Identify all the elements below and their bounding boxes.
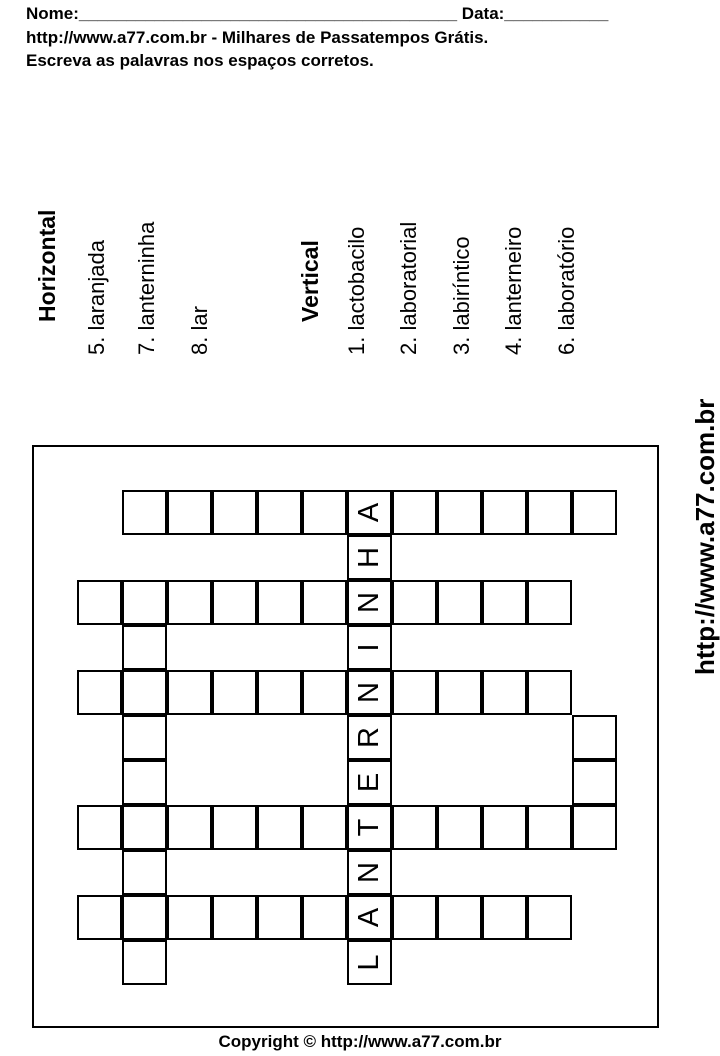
crossword-cell[interactable] xyxy=(302,580,347,625)
crossword-cell[interactable] xyxy=(527,895,572,940)
crossword-cell[interactable] xyxy=(212,670,257,715)
crossword-cell[interactable] xyxy=(482,490,527,535)
crossword-cell[interactable] xyxy=(437,805,482,850)
crossword-cell[interactable] xyxy=(122,895,167,940)
crossword-cell[interactable] xyxy=(167,805,212,850)
crossword-cell[interactable] xyxy=(392,805,437,850)
crossword-cell[interactable] xyxy=(212,895,257,940)
crossword-cell[interactable] xyxy=(77,895,122,940)
crossword-cell[interactable] xyxy=(572,715,617,760)
clue-item: 4. lanterneiro xyxy=(501,226,526,355)
crossword-cell[interactable] xyxy=(167,580,212,625)
clue-item: 1. lactobacilo xyxy=(344,226,369,355)
crossword-cell[interactable] xyxy=(482,895,527,940)
clue-item: 5. laranjada xyxy=(84,240,109,355)
crossword-cell[interactable] xyxy=(122,940,167,985)
site-tagline: http://www.a77.com.br - Milhares de Passatempos Grátis. xyxy=(26,28,489,47)
crossword-cell[interactable] xyxy=(257,805,302,850)
crossword-cell[interactable] xyxy=(482,805,527,850)
horizontal-clues-title: Horizontal xyxy=(34,209,60,322)
crossword-cell[interactable] xyxy=(257,490,302,535)
crossword-cell[interactable] xyxy=(302,490,347,535)
crossword-cell[interactable] xyxy=(302,805,347,850)
crossword-cell[interactable] xyxy=(257,580,302,625)
filled-letter: I xyxy=(353,643,385,652)
crossword-cell[interactable] xyxy=(167,490,212,535)
crossword-cell[interactable] xyxy=(302,895,347,940)
crossword-cell[interactable] xyxy=(392,670,437,715)
crossword-cell[interactable] xyxy=(572,490,617,535)
crossword-cell[interactable] xyxy=(77,670,122,715)
crossword-cell[interactable] xyxy=(572,760,617,805)
crossword-cell[interactable] xyxy=(122,490,167,535)
name-date-line: Nome:________________________________________ Data:___________ xyxy=(26,4,609,23)
crossword-cell[interactable] xyxy=(122,670,167,715)
crossword-cell[interactable] xyxy=(122,580,167,625)
crossword-cell[interactable] xyxy=(482,580,527,625)
crossword-cell[interactable] xyxy=(482,670,527,715)
crossword-cell[interactable] xyxy=(167,670,212,715)
crossword-cell[interactable] xyxy=(122,715,167,760)
crossword-cell[interactable] xyxy=(122,760,167,805)
crossword-cell[interactable] xyxy=(572,805,617,850)
filled-letter: N xyxy=(353,862,385,883)
crossword-cell[interactable] xyxy=(392,895,437,940)
crossword-cell[interactable] xyxy=(122,805,167,850)
crossword-cell[interactable] xyxy=(392,580,437,625)
filled-letter: L xyxy=(353,954,385,971)
clue-item: 7. lanterninha xyxy=(134,221,159,355)
copyright: Copyright © http://www.a77.com.br xyxy=(218,1032,502,1051)
filled-letter: N xyxy=(353,592,385,613)
crossword-cell[interactable] xyxy=(77,805,122,850)
side-url: http://www.a77.com.br xyxy=(690,398,720,675)
clue-item: 6. laboratório xyxy=(554,226,579,355)
filled-letter: A xyxy=(353,502,385,523)
crossword-cell[interactable] xyxy=(122,850,167,895)
filled-letter: H xyxy=(353,547,385,568)
clue-item: 3. labiríntico xyxy=(449,236,474,355)
vertical-clues-title: Vertical xyxy=(297,240,323,322)
crossword-cell[interactable] xyxy=(437,490,482,535)
crossword-cell[interactable] xyxy=(392,490,437,535)
filled-letter: T xyxy=(353,818,385,837)
crossword-cell[interactable] xyxy=(257,670,302,715)
crossword-cell[interactable] xyxy=(167,895,212,940)
crossword-cell[interactable] xyxy=(527,805,572,850)
crossword-cell[interactable] xyxy=(437,580,482,625)
filled-letter: N xyxy=(353,682,385,703)
crossword-cell[interactable] xyxy=(302,670,347,715)
crossword-cell[interactable] xyxy=(77,580,122,625)
crossword-cell[interactable] xyxy=(212,805,257,850)
crossword-cell[interactable] xyxy=(527,670,572,715)
filled-letter: A xyxy=(353,907,385,928)
crossword-cell[interactable] xyxy=(527,580,572,625)
crossword-cell[interactable] xyxy=(122,625,167,670)
crossword-cell[interactable] xyxy=(527,490,572,535)
crossword-cell[interactable] xyxy=(437,895,482,940)
filled-letter: E xyxy=(353,772,385,793)
crossword-cell[interactable] xyxy=(257,895,302,940)
crossword-cell[interactable] xyxy=(212,490,257,535)
crossword-cell[interactable] xyxy=(437,670,482,715)
crossword-cell[interactable] xyxy=(212,580,257,625)
clue-item: 2. laboratorial xyxy=(396,221,421,355)
instructions: Escreva as palavras nos espaços corretos. xyxy=(26,51,374,70)
clue-item: 8. lar xyxy=(187,306,212,355)
filled-letter: R xyxy=(353,727,385,748)
